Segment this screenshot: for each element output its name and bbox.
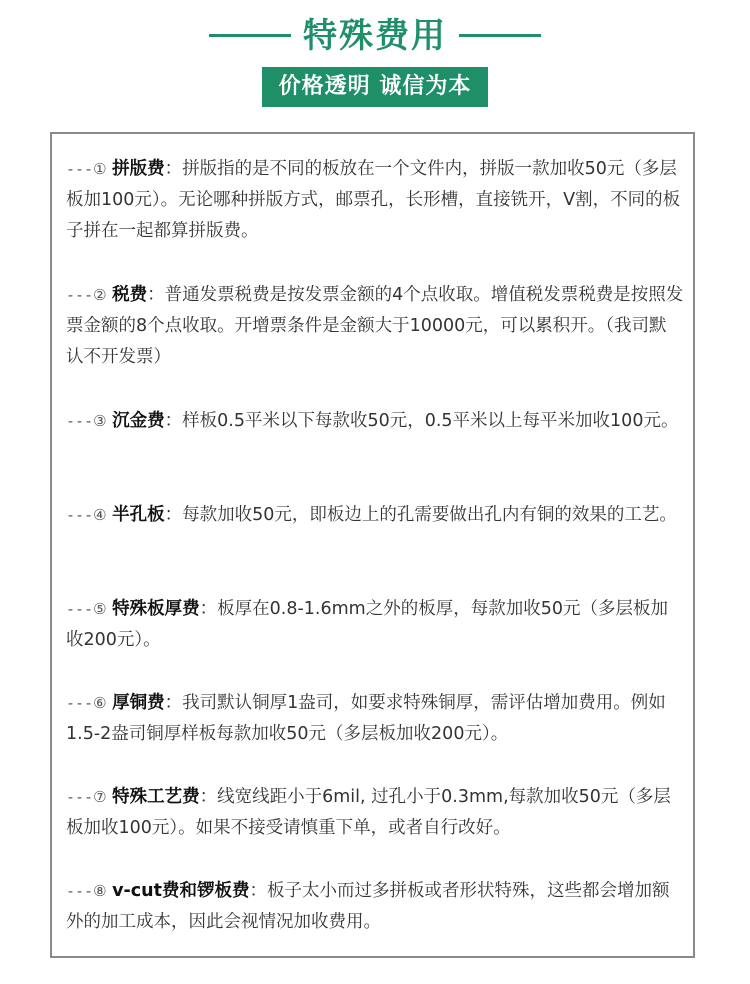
item-number: ---⑧ [66, 882, 107, 900]
fee-item-8 [66, 876, 684, 938]
item-number: ---② [66, 286, 107, 304]
fee-description: ：样板0.5平米以下每款收50元，0.5平米以上每平米加收100元。 [164, 411, 679, 431]
fee-item-4 [66, 500, 684, 531]
item-number: ---③ [66, 412, 107, 430]
fee-name: 厚铜费 [112, 693, 165, 713]
title-decoration-right [459, 34, 541, 37]
fee-description: ：普通发票税费是按发票金额的4个点收取。增值税发票税费是按照发票金额的8个点收取。开增票条件是金额大于10000元，可以累积开。（我司默认不开发票） [66, 285, 684, 367]
fee-description: ：拼版指的是不同的板放在一个文件内，拼版一款加收50元（多层板加100元）。无论哪种拼版方式，邮票孔，长形槽，直接铣开，V割，不同的板子拼在一起都算拼版费。 [66, 159, 681, 241]
page-title: 特殊费用 [303, 16, 447, 56]
item-number: ---① [66, 160, 107, 178]
fee-description: ：线宽线距小于6mil, 过孔小于0.3mm,每款加收50元（多层板加收100元）。如果不接受请慎重下单，或者自行改好。 [66, 787, 671, 838]
fee-description: ：板子太小而过多拼板或者形状特殊，这些都会增加额外的加工成本，因此会视情况加收费用。 [66, 881, 670, 932]
fee-item-3 [66, 406, 684, 437]
item-number: ---④ [66, 506, 107, 524]
item-number: ---⑦ [66, 788, 107, 806]
fee-item-7 [66, 782, 684, 844]
fee-list-box [50, 132, 695, 958]
fee-description: ：每款加收50元，即板边上的孔需要做出孔内有铜的效果的工艺。 [164, 505, 677, 525]
fee-name: 税费 [112, 285, 148, 305]
fee-item-1 [66, 154, 684, 247]
subtitle-banner: 价格透明 诚信为本 [262, 67, 488, 107]
item-number: ---⑤ [66, 600, 107, 618]
fee-item-6 [66, 688, 684, 750]
fee-name: 拼版费 [112, 159, 165, 179]
fee-item-5 [66, 594, 684, 656]
fee-name: 半孔板 [112, 505, 165, 525]
fee-name: 沉金费 [112, 411, 165, 431]
fee-name: 特殊板厚费 [112, 599, 200, 619]
fee-description: ：我司默认铜厚1盎司，如要求特殊铜厚，需评估增加费用。例如1.5-2盎司铜厚样板每款加收50元（多层板加收200元）。 [66, 693, 666, 744]
fee-description: ：板厚在0.8-1.6mm之外的板厚，每款加收50元（多层板加收200元）。 [66, 599, 668, 650]
fee-item-2 [66, 280, 684, 373]
fee-name: v-cut费和锣板费 [112, 881, 250, 901]
fee-name: 特殊工艺费 [112, 787, 200, 807]
item-number: ---⑥ [66, 694, 107, 712]
page-header [0, 14, 750, 64]
